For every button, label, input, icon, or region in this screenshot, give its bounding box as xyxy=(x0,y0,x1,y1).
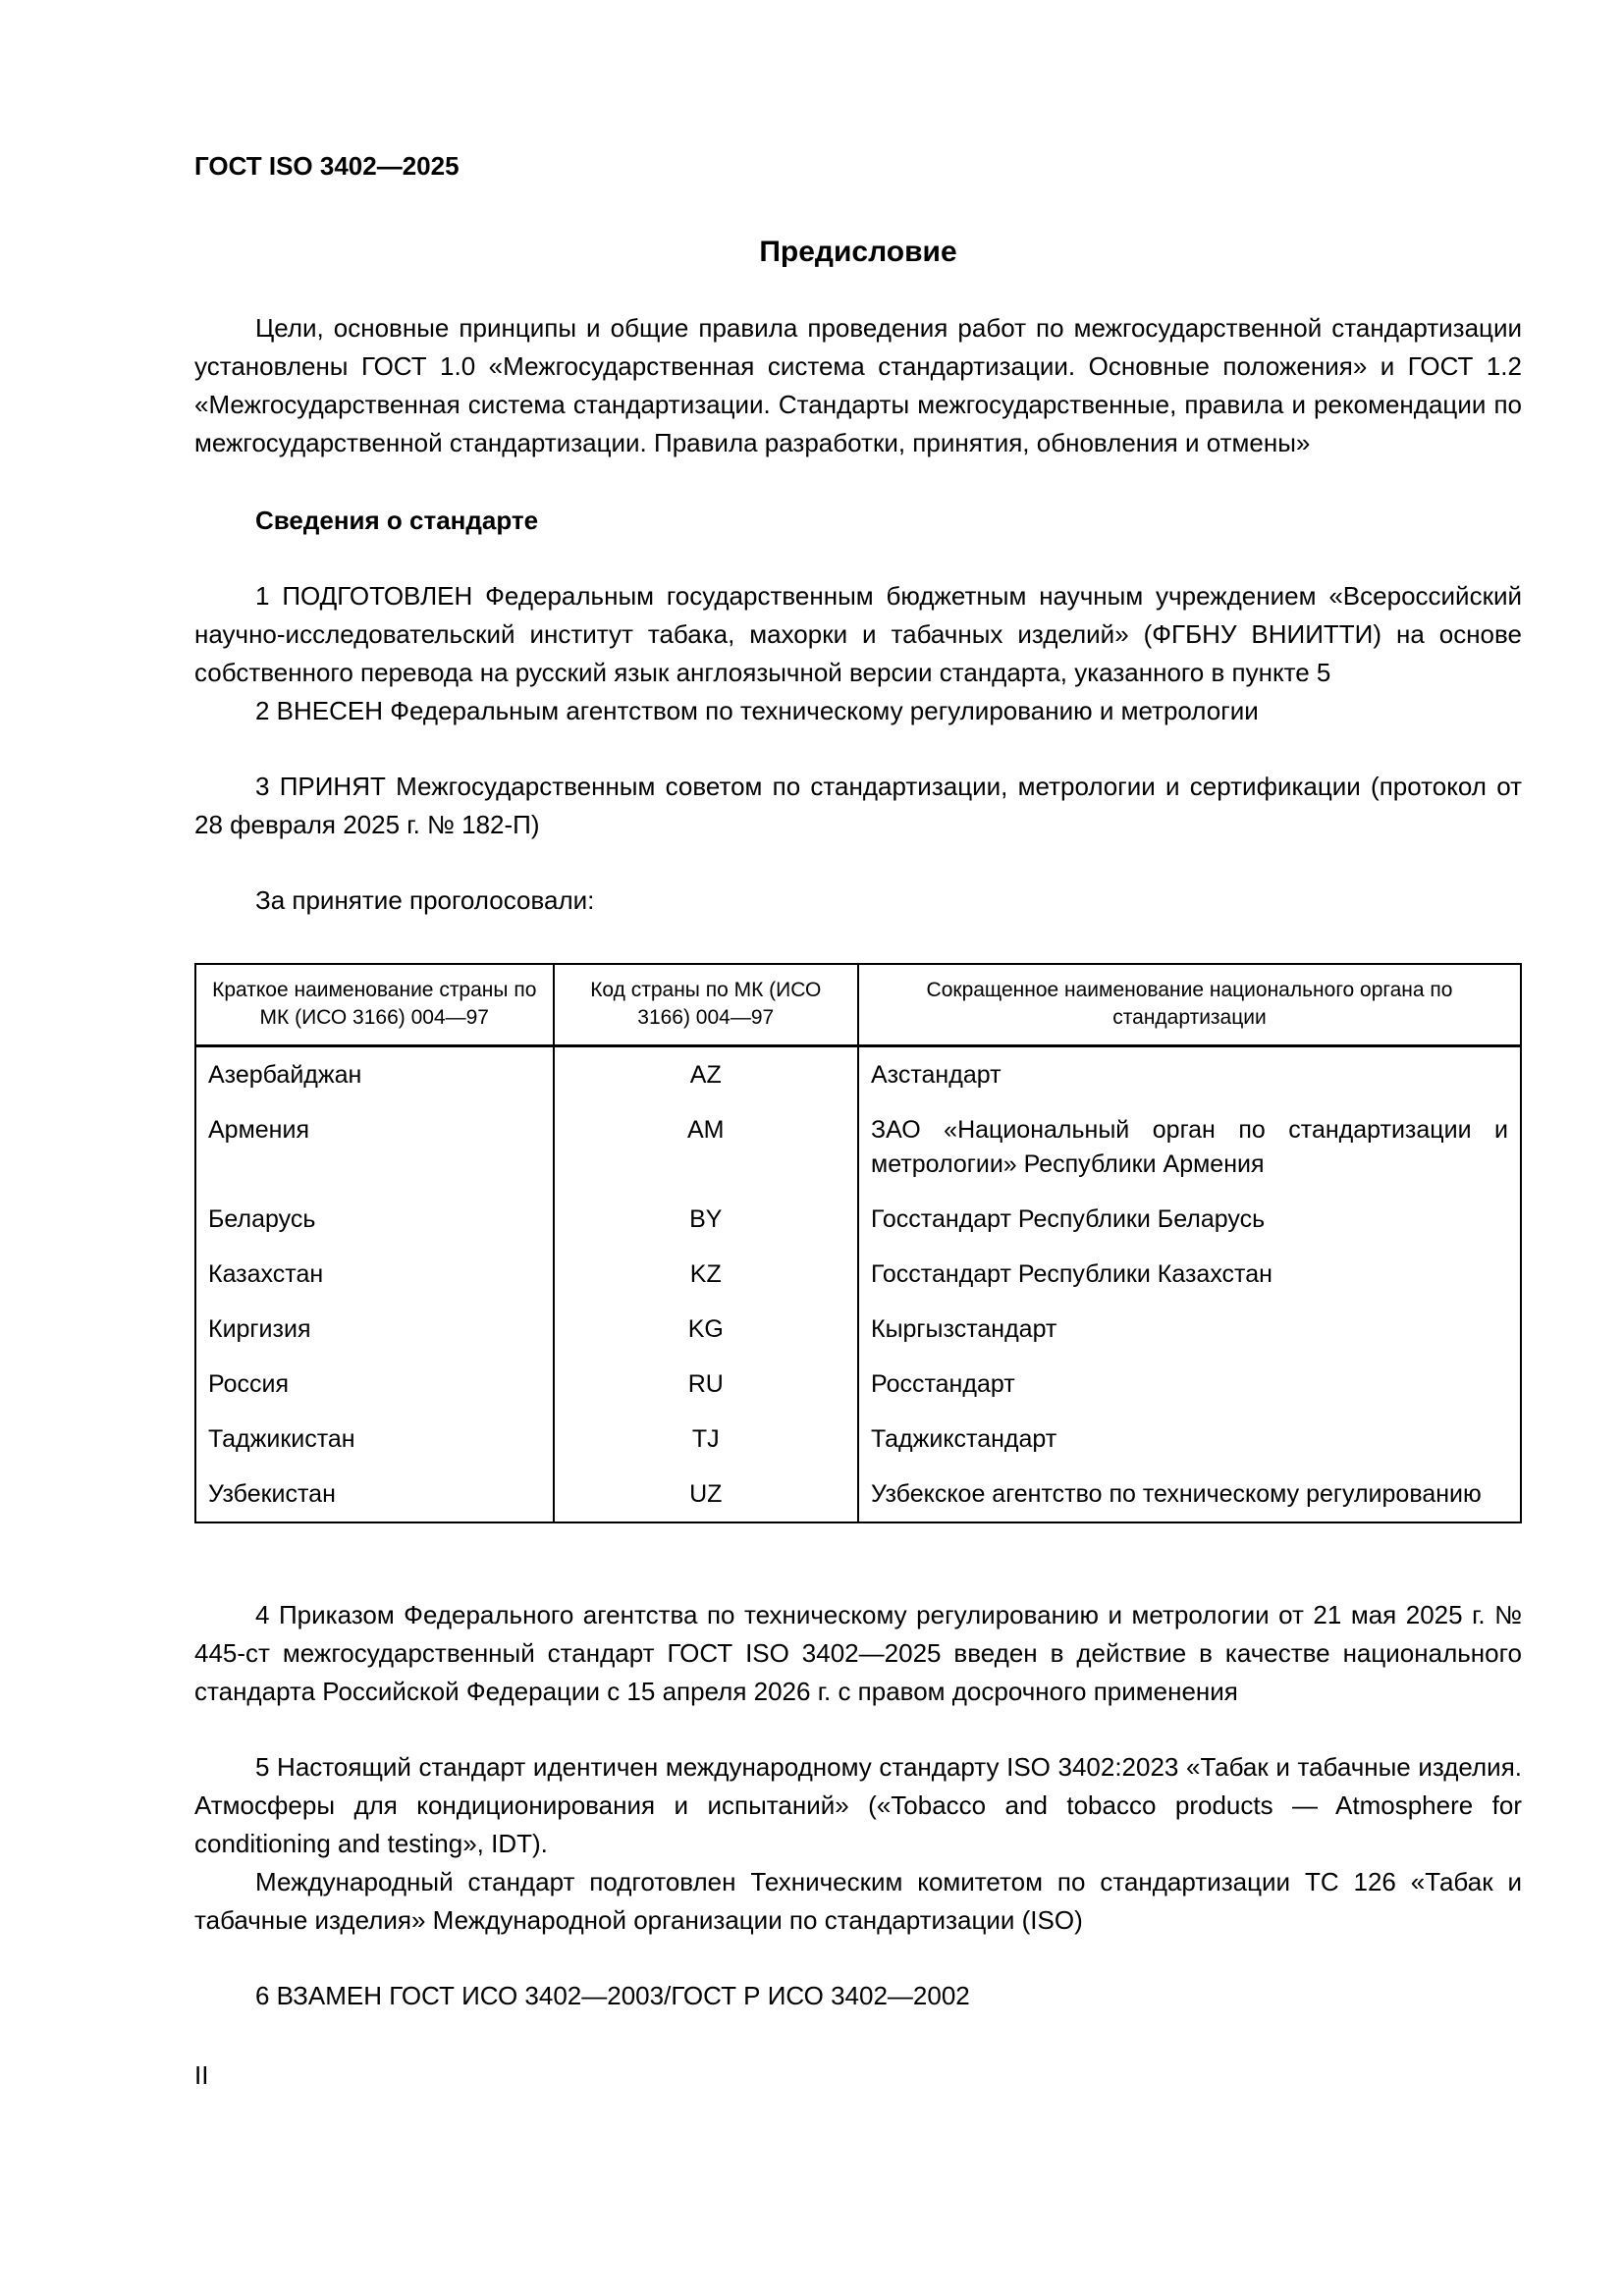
cell-country: Киргизия xyxy=(195,1302,554,1357)
cell-country: Азербайджан xyxy=(195,1045,554,1102)
cell-country: Казахстан xyxy=(195,1247,554,1302)
cell-org: Таджикстандарт xyxy=(858,1412,1521,1467)
cell-code: BY xyxy=(554,1192,859,1247)
foreword-item-6: 6 ВЗАМЕН ГОСТ ИСО 3402—2003/ГОСТ Р ИСО 3402—2002 xyxy=(255,1980,970,2010)
table-row xyxy=(195,1045,1521,1102)
cell-country: Беларусь xyxy=(195,1192,554,1247)
foreword-item-4: 4 Приказом Федерального агентства по техническому регулированию и метрологии от 21 мая 2025 г. № 445-ст межгосударственный стандарт ГОСТ ISO 3402—2025 введен в действие в качестве национального стандарта Российской Федерации с 15 апреля 2026 г. с правом досрочного применения xyxy=(194,1599,1522,1706)
cell-org: Азстандарт xyxy=(858,1045,1521,1102)
foreword-item-5-continuation: Международный стандарт подготовлен Техническим комитетом по стандартизации ТС 126 «Табак и табачные изделия» Международной организации по стандартизации (ISO) xyxy=(194,1866,1522,1935)
cell-org: Узбекское агентство по техническому регулированию xyxy=(858,1467,1521,1522)
foreword-item-1: 1 ПОДГОТОВЛЕН Федеральным государственным бюджетным научным учреждением «Всероссийский научно-исследовательский институт табака, махорки и табачных изделий» (ФГБНУ ВНИИТТИ) на основе собственного перевода на русский язык англоязычной версии стандарта, указанного в пункте 5 xyxy=(194,581,1522,687)
cell-country: Армения xyxy=(195,1102,554,1192)
cell-country: Таджикистан xyxy=(195,1412,554,1467)
vote-table-header-row xyxy=(195,964,1521,1045)
vote-table xyxy=(194,963,1522,1523)
table-row xyxy=(195,1302,1521,1357)
page-title: Предисловие xyxy=(759,236,957,268)
table-row xyxy=(195,1247,1521,1302)
table-row xyxy=(195,1102,1521,1192)
cell-country: Россия xyxy=(195,1357,554,1412)
doc-number: ГОСТ ISO 3402—2025 xyxy=(194,151,460,181)
cell-code: AM xyxy=(554,1102,859,1192)
cell-code: AZ xyxy=(554,1045,859,1102)
cell-code: TJ xyxy=(554,1412,859,1467)
cell-code: KG xyxy=(554,1302,859,1357)
vote-intro-line: За принятие проголосовали: xyxy=(255,885,595,915)
page-number: II xyxy=(194,2060,209,2090)
cell-org: Росстандарт xyxy=(858,1357,1521,1412)
cell-country: Узбекистан xyxy=(195,1467,554,1522)
standard-info-heading: Сведения о стандарте xyxy=(255,506,539,535)
cell-code: UZ xyxy=(554,1467,859,1522)
foreword-item-2: 2 ВНЕСЕН Федеральным агентством по техническому регулированию и метрологии xyxy=(255,696,1259,725)
vote-table-header-org: Сокращенное наименование национального органа по стандартизации xyxy=(858,964,1521,1045)
cell-org: Госстандарт Республики Казахстан xyxy=(858,1247,1521,1302)
table-row xyxy=(195,1192,1521,1247)
table-row xyxy=(195,1412,1521,1467)
cell-code: KZ xyxy=(554,1247,859,1302)
table-row xyxy=(195,1357,1521,1412)
cell-org: Кыргызстандарт xyxy=(858,1302,1521,1357)
vote-table-header-code: Код страны по МК (ИСО 3166) 004—97 xyxy=(554,964,859,1045)
vote-table-header-country: Краткое наименование страны по МК (ИСО 3166) 004—97 xyxy=(195,964,554,1045)
cell-org: Госстандарт Республики Беларусь xyxy=(858,1192,1521,1247)
table-row xyxy=(195,1467,1521,1522)
foreword-item-5: 5 Настоящий стандарт идентичен международному стандарту ISO 3402:2023 «Табак и табачные изделия. Атмосферы для кондиционирования и испытаний» («Tobacco and tobacco products — Atmosphere for conditioning and testing», IDT). xyxy=(194,1751,1522,1858)
foreword-intro-paragraph: Цели, основные принципы и общие правила проведения работ по межгосударственной стандартизации установлены ГОСТ 1.0 «Межгосударственная система стандартизации. Основные положения» и ГОСТ 1.2 «Межгосударственная система стандартизации. Стандарты межгосударственные, правила и рекомендации по межгосударственной стандартизации. Правила разработки, принятия, обновления и отмены» xyxy=(194,313,1522,457)
foreword-item-3: 3 ПРИНЯТ Межгосударственным советом по стандартизации, метрологии и сертификации (протокол от 28 февраля 2025 г. № 182-П) xyxy=(194,772,1522,839)
cell-code: RU xyxy=(554,1357,859,1412)
cell-org: ЗАО «Национальный орган по стандартизации и метрологии» Республики Армения xyxy=(858,1102,1521,1192)
